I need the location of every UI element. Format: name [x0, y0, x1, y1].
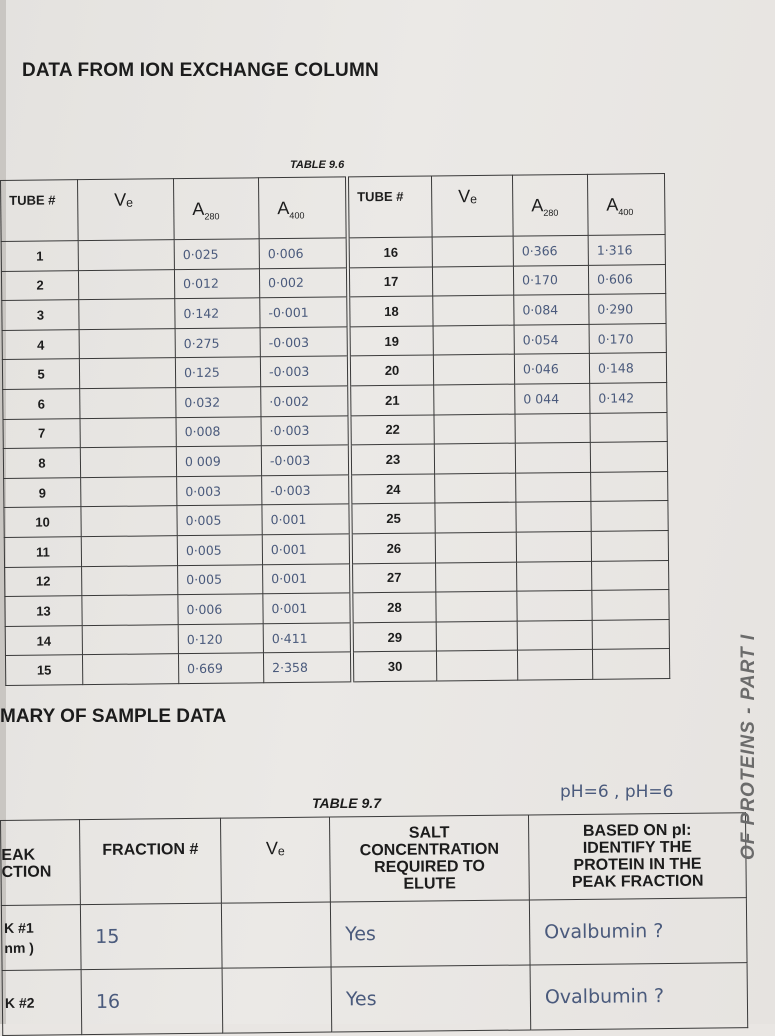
- peak-label: K #2: [2, 970, 82, 1036]
- header-salt-concentration: SALT CONCENTRATION REQUIRED TO ELUTE: [329, 815, 529, 902]
- header-ve: Vₑ: [220, 817, 330, 903]
- ve-cell: [435, 473, 516, 503]
- tube-number: 29: [352, 622, 437, 652]
- a400-value: 0·001: [263, 593, 352, 624]
- tube-number: 21: [349, 385, 434, 415]
- tube-number: 28: [351, 592, 436, 622]
- table-row: [5, 649, 669, 686]
- a280-value: [516, 502, 591, 532]
- ve-cell: [433, 354, 514, 384]
- tube-number: 27: [351, 562, 436, 592]
- header-ve-left: Vₑ: [78, 179, 175, 241]
- table-9-7: [0, 812, 748, 1036]
- tube-number: 6: [3, 389, 80, 419]
- a280-value: [515, 413, 590, 443]
- a400-value: -0·003: [262, 475, 351, 506]
- tube-number: 24: [350, 474, 435, 504]
- a400-value: 0·290: [589, 294, 666, 324]
- fraction-value: 15: [80, 903, 222, 969]
- ve-cell: [434, 384, 515, 414]
- fraction-value: 16: [81, 968, 223, 1034]
- a280-value: 0·366: [513, 235, 588, 265]
- a280-value: 0·032: [176, 387, 261, 417]
- a400-value: ·0·003: [261, 415, 350, 446]
- a400-value: ·0·002: [261, 386, 350, 417]
- tube-number: 26: [351, 533, 436, 563]
- tube-number: 20: [349, 355, 434, 385]
- a280-value: 0·008: [176, 416, 261, 446]
- tube-number: 3: [2, 300, 79, 330]
- peak-label: K #1 nm ): [1, 905, 81, 971]
- a280-value: 0·005: [177, 505, 262, 535]
- summary-section-title: MARY OF SAMPLE DATA: [0, 706, 227, 727]
- tube-number: 30: [352, 651, 437, 681]
- tube-number: 14: [5, 625, 82, 655]
- a400-value: [592, 649, 669, 679]
- a280-value: [515, 442, 590, 472]
- ve-cell: [81, 536, 177, 567]
- salt-value: Yes: [331, 965, 531, 1032]
- ve-cell: [433, 325, 514, 355]
- a400-value: -0·001: [260, 297, 349, 328]
- header-protein-identity: BASED ON pI: IDENTIFY THE PROTEIN IN THE PEAK FRACTION: [528, 813, 746, 900]
- tube-number: 5: [2, 359, 79, 389]
- ve-cell: [222, 967, 332, 1033]
- tube-number: 12: [5, 566, 82, 596]
- a400-value: [590, 442, 667, 472]
- header-a400-left: $A_{400}$: [258, 177, 347, 239]
- a400-value: [591, 471, 668, 501]
- a400-value: 0·006: [259, 238, 348, 269]
- table-9-6-caption: TABLE 9.6: [290, 159, 345, 171]
- handwritten-ph-note: pH=6 , pH=6: [560, 782, 674, 802]
- salt-value: Yes: [330, 900, 530, 967]
- table-9-7-caption: TABLE 9.7: [312, 795, 381, 811]
- a400-value: [592, 590, 669, 620]
- a280-value: 0 044: [515, 383, 590, 413]
- ve-cell: [435, 532, 516, 562]
- table-9-6: [0, 173, 670, 686]
- tube-number: 4: [2, 329, 79, 359]
- a280-value: [516, 472, 591, 502]
- ve-cell: [80, 417, 176, 448]
- protein-value: Ovalbumin ?: [530, 963, 748, 1030]
- side-running-header: OF PROTEINS - PART I: [738, 633, 759, 860]
- a280-value: [517, 590, 592, 620]
- a280-value: 0·006: [178, 594, 263, 624]
- a280-value: 0·025: [174, 239, 259, 269]
- a400-value: 0·001: [263, 563, 352, 594]
- ve-cell: [435, 502, 516, 532]
- ve-cell: [221, 902, 331, 968]
- a400-value: [592, 619, 669, 649]
- header-ve-right: Vₑ: [431, 175, 513, 237]
- a280-value: [517, 620, 592, 650]
- tube-number: 18: [348, 296, 433, 326]
- header-tube-right: TUBE #: [347, 176, 432, 238]
- ve-cell: [436, 650, 517, 680]
- tube-number: 8: [3, 448, 80, 478]
- ve-cell: [79, 358, 175, 389]
- table-row: [1, 898, 747, 971]
- a400-value: 0·170: [589, 323, 666, 353]
- ve-cell: [82, 624, 178, 655]
- a400-value: [591, 501, 668, 531]
- ve-cell: [81, 476, 177, 507]
- a400-value: 0·142: [590, 382, 667, 412]
- ve-cell: [432, 236, 513, 266]
- table-9-7-header-row: [1, 813, 747, 906]
- page-title: DATA FROM ION EXCHANGE COLUMN: [22, 60, 379, 81]
- header-peak-fraction: EAK CTION: [1, 820, 81, 906]
- ve-cell: [82, 595, 178, 626]
- ve-cell: [436, 562, 517, 592]
- a400-value: 0·001: [262, 504, 351, 535]
- tube-number: 16: [348, 237, 433, 267]
- ve-cell: [81, 506, 177, 537]
- a280-value: 0·275: [175, 328, 260, 358]
- a280-value: 0·046: [514, 354, 589, 384]
- a280-value: 0·125: [175, 357, 260, 387]
- tube-number: 11: [4, 537, 81, 567]
- tube-number: 1: [1, 241, 78, 271]
- table-9-6-header-row: [1, 174, 666, 242]
- a400-value: [591, 530, 668, 560]
- header-a280-right: $A_{280}$: [512, 174, 588, 236]
- ve-cell: [82, 654, 178, 685]
- ve-cell: [79, 299, 175, 330]
- ve-cell: [79, 328, 175, 359]
- a280-value: 0·669: [178, 653, 263, 683]
- ve-cell: [434, 414, 515, 444]
- a280-value: 0·005: [178, 564, 263, 594]
- ve-cell: [433, 295, 514, 325]
- a400-value: 0·148: [589, 353, 666, 383]
- a280-value: 0·005: [177, 535, 262, 565]
- tube-number: 17: [348, 267, 433, 297]
- a280-value: 0·170: [513, 265, 588, 295]
- a280-value: [517, 561, 592, 591]
- a400-value: [590, 412, 667, 442]
- tube-number: 7: [3, 418, 80, 448]
- a280-value: 0·142: [175, 298, 260, 328]
- ve-cell: [80, 447, 176, 478]
- ve-cell: [78, 269, 174, 300]
- a400-value: [592, 560, 669, 590]
- tube-number: 19: [349, 326, 434, 356]
- header-fraction: FRACTION #: [80, 818, 222, 904]
- tube-number: 15: [5, 655, 82, 685]
- a400-value: 0·002: [259, 267, 348, 298]
- a400-value: 0·606: [588, 264, 665, 294]
- ve-cell: [434, 443, 515, 473]
- a400-value: 1·316: [588, 235, 665, 265]
- header-tube-left: TUBE #: [1, 180, 79, 242]
- a400-value: -0·003: [261, 445, 350, 476]
- a280-value: [517, 650, 592, 680]
- a280-value: 0·003: [177, 476, 262, 506]
- header-a280-left: $A_{280}$: [173, 178, 259, 240]
- ve-cell: [436, 591, 517, 621]
- a400-value: -0·003: [260, 356, 349, 387]
- ve-cell: [78, 240, 174, 271]
- table-row: [2, 963, 748, 1036]
- a400-value: 0·001: [262, 534, 351, 565]
- tube-number: 23: [350, 444, 435, 474]
- tube-number: 22: [349, 415, 434, 445]
- a280-value: 0 009: [176, 446, 261, 476]
- protein-value: Ovalbumin ?: [529, 898, 747, 965]
- a280-value: [516, 531, 591, 561]
- ve-cell: [80, 388, 176, 419]
- tube-number: 9: [4, 477, 81, 507]
- tube-number: 10: [4, 507, 81, 537]
- ve-cell: [432, 266, 513, 296]
- ve-cell: [82, 565, 178, 596]
- ve-cell: [436, 621, 517, 651]
- tube-number: 2: [1, 270, 78, 300]
- a400-value: 2·358: [263, 652, 352, 683]
- a280-value: 0·084: [514, 295, 589, 325]
- a400-value: -0·003: [260, 327, 349, 358]
- a400-value: 0·411: [263, 623, 352, 654]
- a280-value: 0·012: [174, 268, 259, 298]
- a280-value: 0·054: [514, 324, 589, 354]
- header-a400-right: $A_{400}$: [587, 174, 665, 236]
- a280-value: 0·120: [178, 623, 263, 653]
- tube-number: 25: [350, 503, 435, 533]
- tube-number: 13: [5, 596, 82, 626]
